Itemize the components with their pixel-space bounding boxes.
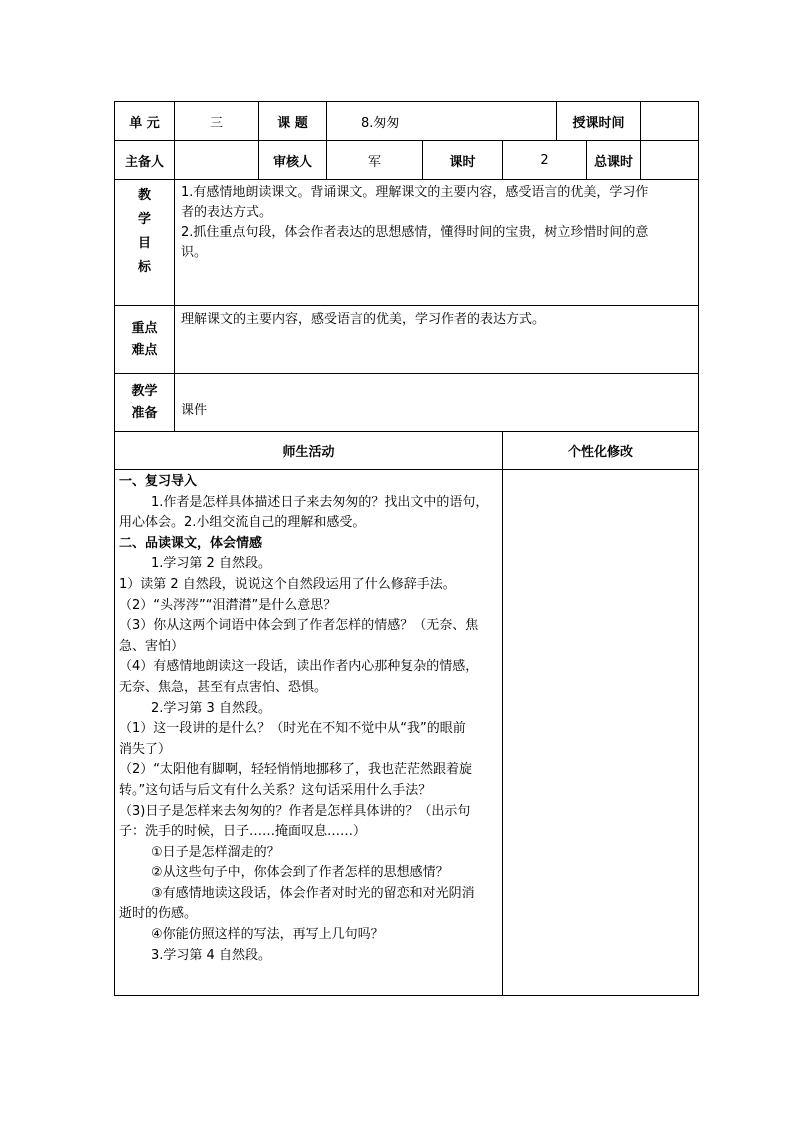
goal-line: 者的表达方式。 xyxy=(181,205,273,220)
activity-line: ③有感情地读这段话，体会作者对时光的留恋和对光阴消 xyxy=(151,885,475,901)
activity-line: 1.学习第 2 自然段。 xyxy=(151,556,271,572)
goals-content xyxy=(175,180,699,306)
lesson-plan-table xyxy=(114,101,699,996)
goal-line: 1.有感情地朗读课文。背诵课文。理解课文的主要内容，感受语言的优美，学习作 xyxy=(181,185,649,200)
activity-content xyxy=(115,470,503,996)
reviewer-label: 审核人 xyxy=(259,141,327,180)
key-points-row xyxy=(115,306,699,374)
topic-value: 8.匆匆 xyxy=(327,102,557,141)
lesson-plan xyxy=(114,101,698,996)
goal-line: 2.抓住重点句段，体会作者表达的思想感情，懂得时间的宝贵，树立珍惜时间的意 xyxy=(181,225,649,240)
personalized-edit-cell[interactable] xyxy=(503,470,699,996)
topic-label: 课 题 xyxy=(259,102,327,141)
activity-line: 1.作者是怎样具体描述日子来去匆匆的？找出文中的语句， xyxy=(151,494,489,510)
key-points-label xyxy=(115,306,175,374)
activity-line: 急、害怕） xyxy=(119,638,185,654)
activity-line: （1）这一段讲的是什么？（时光在不知不觉中从“我”的眼前 xyxy=(119,721,466,737)
preparation-label-line: 准备 xyxy=(131,405,158,421)
activity-line: （2）“头涔涔”“泪潸潸”是什么意思？ xyxy=(119,597,337,613)
period-label: 课时 xyxy=(423,141,503,180)
activity-line: （4）有感情地朗读这一段话，读出作者内心那种复杂的情感， xyxy=(119,659,479,675)
activity-line: 转。”这句话与后文有什么关系？这句话采用什么手法？ xyxy=(119,782,432,798)
activity-header-row xyxy=(115,432,699,470)
activity-left-header: 师生活动 xyxy=(115,432,503,470)
activity-line: 二、品读课文，体会情感 xyxy=(119,535,263,551)
total-value xyxy=(641,141,699,180)
unit-label: 单 元 xyxy=(115,102,175,141)
preparation-label-line: 教学 xyxy=(131,383,158,399)
activity-line: 消失了） xyxy=(119,741,172,757)
key-points-label-line: 重点 xyxy=(131,320,158,336)
total-label: 总课时 xyxy=(587,141,641,180)
key-points-label-line: 难点 xyxy=(131,342,158,358)
preparation-content: 课件 xyxy=(175,374,699,432)
goals-label-char: 目 xyxy=(137,236,151,251)
activity-line: （3)日子是怎样来去匆匆的？作者是怎样具体讲的？（出示句 xyxy=(119,803,471,819)
unit-value: 三 xyxy=(175,102,259,141)
activity-line: 子：洗手的时候，日子……掩面叹息……） xyxy=(119,824,367,840)
goals-label xyxy=(115,180,175,306)
goals-row xyxy=(115,180,699,306)
header-row-1 xyxy=(115,102,699,141)
activity-right-header: 个性化修改 xyxy=(503,432,699,470)
preparer-value xyxy=(175,141,259,180)
preparer-label: 主备人 xyxy=(115,141,175,180)
activity-line: 2.学习第 3 自然段。 xyxy=(151,700,271,716)
activity-line: 用心体会。2.小组交流自己的理解和感受。 xyxy=(119,515,366,531)
preparation-label xyxy=(115,374,175,432)
key-points-content: 理解课文的主要内容，感受语言的优美，学习作者的表达方式。 xyxy=(175,306,699,374)
activity-line: （3）你从这两个词语中体会到了作者怎样的情感？（无奈、焦 xyxy=(119,618,479,634)
activity-line: ④你能仿照这样的写法，再写上几句吗？ xyxy=(151,927,384,943)
activity-body-row xyxy=(115,470,699,996)
activity-line: 无奈、焦急，甚至有点害怕、恐惧。 xyxy=(119,679,328,695)
activity-line: 3.学习第 4 自然段。 xyxy=(151,947,271,963)
activity-line: 一、复习导入 xyxy=(119,474,198,489)
goals-label-char: 教 xyxy=(137,188,151,203)
activity-line: 1）读第 2 自然段，说说这个自然段运用了什么修辞手法。 xyxy=(119,576,456,592)
goal-line: 识。 xyxy=(181,245,208,260)
preparation-row xyxy=(115,374,699,432)
activity-line: 逝时的伤感。 xyxy=(119,906,198,922)
header-row-2 xyxy=(115,141,699,180)
time-label: 授课时间 xyxy=(557,102,641,141)
activity-line: （2）“太阳他有脚啊，轻轻悄悄地挪移了，我也茫茫然跟着旋 xyxy=(119,762,473,778)
goals-label-char: 标 xyxy=(137,260,151,275)
period-value: 2 xyxy=(503,141,587,180)
time-value xyxy=(641,102,699,141)
goals-label-char: 学 xyxy=(137,212,151,227)
activity-line: ①日子是怎样溜走的？ xyxy=(151,844,280,860)
activity-line: ②从这些句子中，你体会到了作者怎样的思想感情？ xyxy=(151,865,449,881)
reviewer-value: 军 xyxy=(327,141,423,180)
